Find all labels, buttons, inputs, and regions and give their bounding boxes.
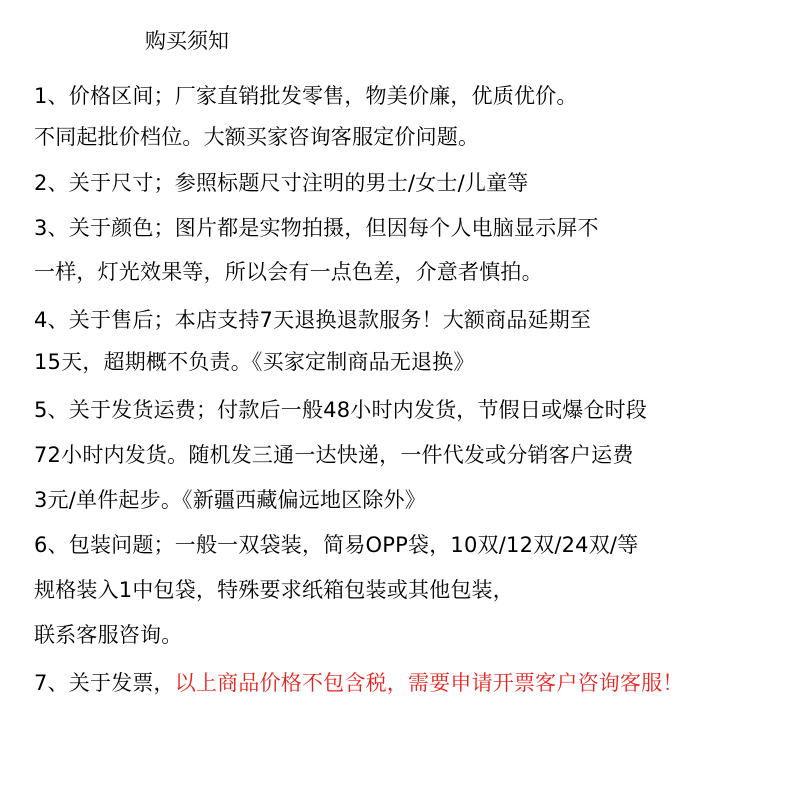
notice-line-after-sales-cont: 15天，超期概不负责。《买家定制商品无退换》 xyxy=(34,350,475,374)
notice-line-packaging-cont2: 联系客服咨询。 xyxy=(34,623,183,647)
notice-line-shipping-cont2: 3元/单件起步。《新疆西藏偏远地区除外》 xyxy=(34,488,426,512)
notice-title: 购买须知 xyxy=(145,29,229,53)
notice-line-color-cont: 一样，灯光效果等，所以会有一点色差，介意者慎拍。 xyxy=(34,260,543,284)
notice-line-packaging-cont: 规格装入1中包袋，特殊要求纸箱包装或其他包装， xyxy=(34,578,514,602)
invoice-highlight: 以上商品价格不包含税，需要申请开票客户咨询客服！ xyxy=(174,671,684,695)
notice-line-price-tiers: 不同起批价档位。大额买家咨询客服定价问题。 xyxy=(34,125,480,149)
notice-line-price-range: 1、价格区间；厂家直销批发零售，物美价廉，优质优价。 xyxy=(34,84,578,108)
notice-line-shipping: 5、关于发货运费；付款后一般48小时内发货，节假日或爆仓时段 xyxy=(34,398,648,422)
invoice-label: 7、关于发票， xyxy=(34,671,175,695)
notice-line-after-sales: 4、关于售后；本店支持7天退换退款服务！大额商品延期至 xyxy=(34,308,592,332)
notice-line-packaging: 6、包装问题；一般一双袋装，简易OPP袋，10双/12双/24双/等 xyxy=(34,533,639,557)
notice-line-invoice xyxy=(34,668,684,698)
notice-line-color: 3、关于颜色；图片都是实物拍摄，但因每个人电脑显示屏不 xyxy=(34,216,599,240)
notice-line-size: 2、关于尺寸；参照标题尺寸注明的男士/女士/儿童等 xyxy=(34,171,529,195)
notice-line-shipping-cont: 72小时内发货。随机发三通一达快递，一件代发或分销客户运费 xyxy=(34,443,634,467)
